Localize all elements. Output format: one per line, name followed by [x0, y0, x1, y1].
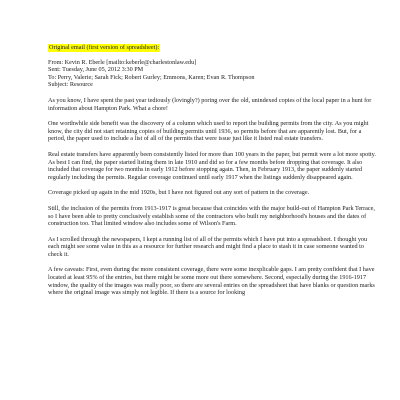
- email-sent: Sent: Tuesday, June 05, 2012 3:30 PM: [48, 66, 144, 74]
- document-body: [48, 44, 378, 305]
- paragraph-intro: As you know, I have spent the past year tediously (lovingly?) poring over the old, unindexed copies of the local paper in a hunt for information about Hampton Park. What a chore!: [48, 96, 372, 112]
- email-to: To: Perry, Valerie; Sarah Fick; Robert Gurley; Emmons, Karen; Evan R. Thompson: [48, 73, 255, 81]
- email-from: From: Kevin R. Eberle [mailto:keberle@charlestonlaw.edu]: [48, 58, 197, 66]
- email-subject: Subject: Resource: [48, 81, 93, 89]
- email-header: [48, 59, 378, 89]
- paragraph-spreadsheet: As I scrolled through the newspapers, I kept a running list of all of the permits which I have put into a spreadsheet. I thought you each might see some value in this as a resource for further research and might find a place to stash it in case someone wanted to check it.: [48, 235, 368, 258]
- paragraph-1913-1917: Still, the inclusion of the permits from 1913-1917 is great because that coincides with the major build-out of Hampton Park Terrace, so I have been able to pretty conclusively establish some of the contractors who built my neighborhood's houses and the dates of construction too. That limited window also includes some of Wilson's Farm.: [48, 204, 375, 228]
- paragraph-caveats: A few caveats: First, even during the more consistent coverage, there were some inexplicable gaps. I am pretty confident that I have located at least 95% of the entries, but there might be some more out there somewhere. Second, especially during the 1916-1917 window, the quality of the images was really poor, so there are several entries on the spreadsheet that have blanks or question marks where the original image was simply not legible. If there is a source for looking: [48, 266, 375, 297]
- document-heading: Original email (first version of spreadsheet):: [49, 44, 160, 51]
- paragraph-coverage-history: Real estate transfers have apparently been consistently listed for more than 100 years in the paper, but permit were a lot more spotty. As best I can find, the paper started listing them in late 1910 and did so for a few months before dropping that coverage. It also included that coverage for two months in early 1912 before stopping again. Then, in February 1913, the paper suddenly started regularly including the permits. Regular coverage continued until early 1917 when the listings suddenly disappeared again.: [48, 150, 376, 181]
- paragraph-permits-column: One worthwhile side benefit was the discovery of a column which used to report the building permits from the city. As you might know, the city did not start retaining copies of building permits until 1936, so permits before that are apparently lost. But, for a period, the paper used to include a list of all of the permits that were issue just like it listed real estate transfers.: [48, 120, 369, 143]
- paragraph-1920s: Coverage picked up again in the mid 1920s, but I have not figured out any sort of pattern in the coverage.: [48, 189, 310, 197]
